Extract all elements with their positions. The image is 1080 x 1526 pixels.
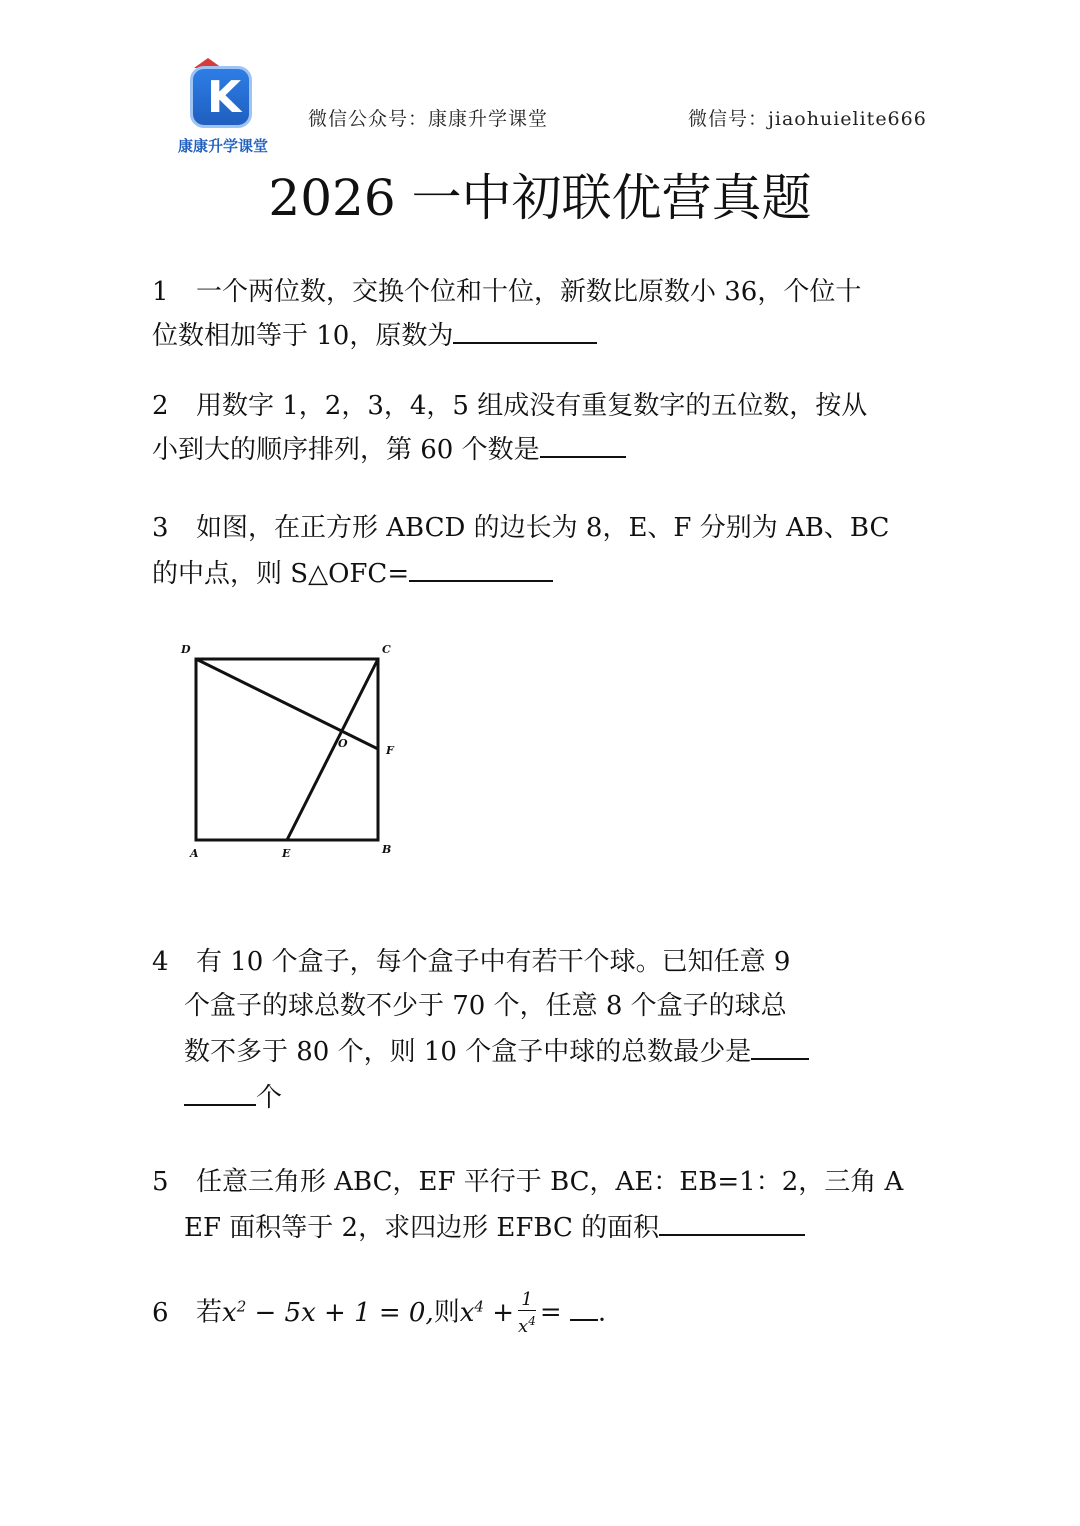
question-number: 4 — [152, 947, 169, 977]
label-a: A — [190, 847, 199, 860]
equation: $x^2 - 5x + 1 = 0$, — [222, 1297, 434, 1328]
answer-blank — [751, 1028, 809, 1060]
question-number: 6 — [152, 1297, 169, 1328]
question-prefix: 若 — [196, 1297, 223, 1328]
question-5 — [152, 1160, 903, 1250]
answer-blank — [184, 1074, 256, 1106]
fraction-denominator: $x^4$ — [518, 1314, 536, 1338]
question-3 — [152, 506, 889, 596]
answer-blank — [540, 426, 626, 458]
answer-blank — [453, 312, 597, 344]
fraction — [518, 1291, 536, 1336]
question-connector: 则 — [433, 1297, 460, 1328]
label-d: D — [181, 643, 191, 656]
question-text: 任意三角形 ABC，EF 平行于 BC，AE：EB=1：2，三角 A — [196, 1167, 904, 1197]
wechat-public-account: 微信公众号：康康升学课堂 — [308, 108, 549, 130]
question-text: 一个两位数，交换个位和十位，新数比原数小 36，个位十 — [196, 277, 862, 307]
question-end: . — [597, 1297, 607, 1328]
question-number: 5 — [152, 1167, 169, 1197]
question-text: EF 面积等于 2，求四边形 EFBC 的面积 — [184, 1213, 660, 1243]
expression: $x^4$ + — [459, 1297, 515, 1328]
question-6 — [152, 1286, 606, 1336]
question-2 — [152, 386, 867, 470]
question-text: 用数字 1，2，3，4，5 组成没有重复数字的五位数，按从 — [196, 391, 868, 421]
label-c: C — [382, 643, 391, 656]
question-text: 的中点，则 S△OFC= — [152, 559, 410, 589]
label-b: B — [382, 843, 392, 856]
wechat-id: 微信号：jiaohuielite666 — [688, 108, 927, 130]
answer-blank — [409, 550, 553, 582]
question-number: 1 — [152, 277, 169, 307]
question-text: 如图，在正方形 ABCD 的边长为 8，E、F 分别为 AB、BC — [196, 513, 890, 543]
geometry-diagram — [172, 636, 412, 866]
logo-letter: K — [207, 72, 242, 123]
question-text: 小到大的顺序排列，第 60 个数是 — [152, 435, 540, 465]
fraction-numerator: 1 — [518, 1291, 536, 1311]
k-logo-icon — [190, 66, 252, 128]
question-text: 个 — [256, 1083, 283, 1113]
page-title: 2026 一中初联优营真题 — [268, 169, 812, 227]
question-1 — [152, 272, 861, 356]
question-text: 位数相加等于 10，原数为 — [152, 321, 454, 351]
label-f: F — [386, 744, 394, 757]
label-o: O — [338, 737, 348, 750]
question-text: 个盒子的球总数不少于 70 个，任意 8 个盒子的球总 — [184, 991, 787, 1021]
question-4 — [152, 940, 809, 1120]
question-number: 3 — [152, 513, 169, 543]
answer-blank — [659, 1204, 805, 1236]
label-e: E — [282, 847, 291, 860]
brand-logo — [164, 58, 282, 158]
logo-text: 康康升学课堂 — [177, 137, 268, 155]
question-number: 2 — [152, 391, 169, 421]
square-abcd-figure — [172, 636, 412, 866]
question-text: 有 10 个盒子，每个盒子中有若干个球。已知任意 9 — [196, 947, 791, 977]
answer-blank — [570, 1293, 598, 1321]
equals-sign: = — [539, 1297, 570, 1328]
question-text: 数不多于 80 个，则 10 个盒子中球的总数最少是 — [184, 1037, 752, 1067]
